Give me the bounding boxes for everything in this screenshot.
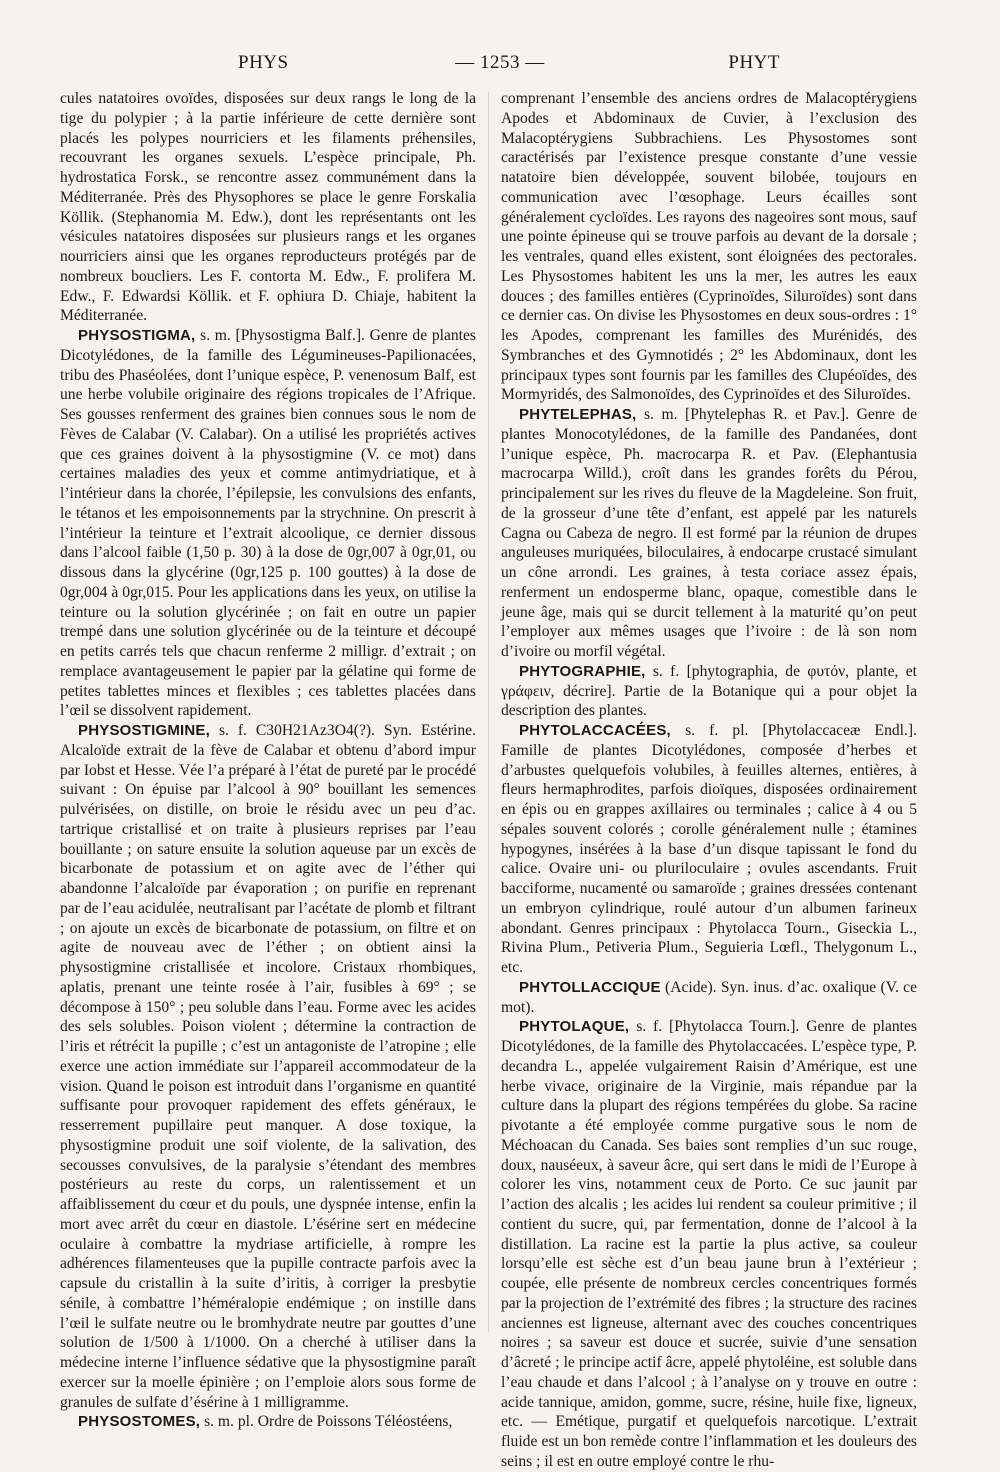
entry-headword: PHYTELEPHAS, xyxy=(519,406,637,423)
entry-text: s. m. [Physostigma Balf.]. Genre de plantes Dicotylédones, de la famille des Légumineuses-Papilionacées, tribu des Phaséolées, dont l’unique espèce, P. venenosum Balf, est une herbe volubile originaire des régions tropicales de l’Afrique. Ses gousses renferment des graines bien connues sous le nom de Fèves de Calabar (V. Calabar). On a utilisé les propriétés actives que ces graines doivent à la physostigmine (V. ce mot) dans certaines maladies des yeux et comme antimydriatique, et à l’intérieur dans la chorée, l’épilepsie, les convulsions des enfants, le tétanos et les empoisonnements par la strychnine. On prescrit à l’intérieur la teinture et l’extrait alcoolique, ce dernier dissous dans l’alcool faible (1,50 p. 30) à la dose de 0gr,007 à 0gr,01, ou dissous dans la glycérine (0gr,125 p. 100 gouttes) à la dose de 0gr,004 à 0gr,015. Pour les applications dans les yeux, on utilise la teinture ou la solution glycérinée ; on fait en outre un papier trempé dans une solution glycérinée ou de la teinture et découpé en petits carrés tels que chacun renferme 2 milligr. d’extrait ; on remplace avantageusement le papier par la gélatine qui forme de petites tablettes minces et flexibles ; ces tablettes placées dans l’œil se dissolvent rapidement. xyxy=(60,327,477,720)
entry-headword: PHYSOSTIGMA, xyxy=(78,327,196,344)
entry-headword: PHYTOLACCACÉES, xyxy=(519,722,671,739)
page-number: — 1253 — xyxy=(455,52,545,73)
entry-continuation xyxy=(60,89,476,326)
entry-text: s. f. [Phytolacca Tourn.]. Genre de plantes Dicotylédones, de la famille des Phytolaccacées. L’espèce type, P. decandra L., appelée vulgairement Raisin d’Amérique, est une herbe vivace, originaire de la Virginie, mais répandue par la culture dans la plupart des régions tempérées du globe. Sa racine pivotante a été employée comme purgative sous le nom de Méchoacan du Canada. Ses baies sont remplies d’un suc rouge, doux, nauséeux, à saveur âcre, qui sert dans le midi de l’Europe à colorer les vins, notamment ceux de Porto. Ce suc jaunit par l’action des alcalis ; les acides lui rendent sa couleur primitive ; il contient du sucre, qui, par fermentation, donne de l’alcool à la distillation. La racine est la partie la plus active, sa couleur lorsqu’elle est sèche est d’un beau jaune brun à l’extérieur ; coupée, elle présente de nombreux cercles concentriques formés par la projection de l’extrémité des fibres ; la structure des racines anciennes est ligneuse, alternant avec des couches concentriques noires ; sa saveur est douce et sucrée, suivie d’une sensation d’âcreté ; le principe actif âcre, appelé phytoléine, est soluble dans l’eau chaude et dans l’alcool ; à l’analyse on y trouve en outre : acide tannique, amidon, gomme, sucre, résine, huile fixe, ligneux, etc. — Emétique, purgatif et quelquefois narcotique. L’extrait fluide est un bon remède contre l’inflammation et les douleurs des seins ; il est en outre employé contre le rhu- xyxy=(501,1018,917,1470)
dictionary-entry xyxy=(60,326,476,721)
dictionary-entry xyxy=(60,1412,476,1432)
running-head-right: PHYT xyxy=(728,52,780,73)
right-column xyxy=(501,89,917,1472)
entry-text: s. f. C30H21Az3O4(?). Syn. Estérine. Alcaloïde extrait de la fève de Calabar et obtenu d’abord impur par Iobst et Hesse. Vée l’a préparé à l’état de pureté par le procédé suivant : On épuise par l’alcool à 90° bouillant les semences pulvérisées, on distille, on broie le résidu avec un peu d’ac. tartrique cristallisé et on traite à plusieurs reprises par l’eau bouillante ; on sature ensuite la solution aqueuse par un excès de bicarbonate de potassium et on agite avec de l’éther qui abandonne l’alcaloïde par évaporation ; on purifie en reprenant par de l’eau acidulée, neutralisant par l’acétate de plomb et filtrant ; on ajoute un excès de bicarbonate de potassium, on filtre et on agite de nouveau avec de l’éther ; on obtient ainsi la physostigmine cristallisée et incolore. Cristaux rhombiques, aplatis, prenant une teinte rosée à l’air, fusibles à 69° ; se décompose à 150° ; peu soluble dans l’eau. Forme avec les acides des sels solubles. Poison violent ; détermine la contraction de l’iris et rétrécit la pupille ; c’est un antagoniste de l’atropine ; elle exerce une action immédiate sur l’appareil accommodateur de la vision. Quand le poison est introduit dans l’organisme en quantité suffisante pour provoquer rapidement des effets généraux, le resserrement pupillaire peut manquer. A dose toxique, la physostigmine produit une soif violente, de la salivation, des secousses convulsives, de la paralysie s’étendant des membres postérieurs au reste du corps, un ralentissement et un affaiblissement du cœur et du pouls, une dyspnée intense, enfin la mort avec arrêt du cœur en diastole. L’ésérine sert en médecine oculaire à combattre la mydriase artificielle, à rompre les adhérences filamenteuses que la pupille contracte parfois avec la capsule du cristallin à la suite d’iritis, à corriger la presbytie sénile, à combattre l’héméralopie endémique ; on instille dans l’œil le sulfate neutre ou le bromhydrate neutre par gouttes d’une solution de 1/500 à 1/1000. On a cherché à utiliser dans la médecine interne l’influence sédative que la physostigmine paraît exercer sur la moelle épinière ; on l’emploie alors sous forme de granules de sulfate d’ésérine à 1 milligramme. xyxy=(60,722,476,1411)
left-column xyxy=(60,89,476,1432)
entry-continuation xyxy=(501,89,917,405)
dictionary-entry xyxy=(501,978,917,1018)
entry-text: s. m. pl. Ordre de Poissons Téléostéens, xyxy=(204,1413,453,1431)
entry-text: cules natatoires ovoïdes, disposées sur deux rangs le long de la tige du polypier ; à la partie inférieure de cette dernière sont placés les polypes nourriciers et les filaments préhensiles, recouvrant les organes sexuels. L’espèce principale, Ph. hydrostatica Forsk., se rencontre assez communément dans la Méditerranée. Près des Physophores se place le genre Forskalia Köllik. (Stephanomia M. Edw.), dont les représentants ont les vésicules natatoires disposées sur plusieurs rangs et les organes nourriciers ainsi que les organes reproducteurs protégés par de nombreux boucliers. Les F. contorta M. Edw., F. prolifera M. Edw., F. Edwardsi Köllik. et F. ophiura D. Chiaje, habitent la Méditerranée. xyxy=(60,90,476,325)
column-divider xyxy=(488,92,489,1332)
entry-text: s. f. [phytographia, de φυτόν, plante, et γράφειν, décrire]. Partie de la Botanique qui a pour objet la description des plantes. xyxy=(501,662,917,720)
entry-headword: PHYTOGRAPHIE, xyxy=(519,662,646,680)
running-head-left: PHYS xyxy=(238,52,289,73)
dictionary-entry xyxy=(501,662,917,721)
entry-text: (Acide). Syn. inus. d’ac. oxalique (V. ce mot). xyxy=(501,978,918,1016)
entry-headword: PHYSOSTIGMINE, xyxy=(78,722,210,739)
entry-text: s. f. pl. [Phytolaccaceæ Endl.]. Famille de plantes Dicotylédones, composée d’herbes et d’arbustes quelquefois volubiles, à feuilles alternes, entières, à fleurs hermaphrodites, parfois dioïques, disposées ordinairement en épis ou en grappes axillaires ou terminales ; calice à 4 ou 5 sépales souvent colorés ; corolle généralement nulle ; étamines hypogynes, insérées à la base d’un disque tapissant le fond du calice. Ovaire uni- ou pluriloculaire ; ovules ascendants. Fruit bacciforme, nucamenté ou samaroïde ; graines dressées contenant un embryon cylindrique, roulé autour d’un albumen farineux abondant. Genres principaux : Phytolacca Tourn., Giseckia L., Rivina Plum., Petiveria Plum., Seguieria Lœfl., Thelygonum L., etc. xyxy=(501,722,917,976)
entry-headword: PHYTOLLACCIQUE xyxy=(519,978,661,996)
entry-text: comprenant l’ensemble des anciens ordres de Malacoptérygiens Apodes et Abdominaux de Cuvier, à l’exclusion des Malacoptérygiens Subbrachiens. Les Physostomes sont caractérisés par l’existence presque constante d’une vessie natatoire bien développée, souvent bilobée, toujours en communication avec l’œsophage. Leurs écailles sont généralement cycloïdes. Les rayons des nageoires sont mous, sauf une pointe épineuse qui se trouve parfois au devant de la dorsale ; les ventrales, quand elles existent, sont éloignées des pectorales. Les Physostomes habitent les uns la mer, les autres les eaux douces ; des familles entières (Cyprinoïdes, Siluroïdes) sont dans ce dernier cas. On divise les Physostomes en deux sous-ordres : 1° les Apodes, comprenant les familles des Murénidés, des Symbranches et des Gymnotidés ; 2° les Abdominaux, dont les principaux types sont fournis par les familles des Clupéoïdes, des Mormyridés, des Salmonoïdes, des Cyprinoïdes et des Siluroïdes. xyxy=(501,90,917,404)
entry-text: s. m. [Phytelephas R. et Pav.]. Genre de plantes Monocotylédones, de la famille des Pandanées, dont l’unique espèce, Ph. macrocarpa R. et Pav. (Elephantusia macrocarpa Willd.), croît dans les grandes forêts du Pérou, principalement sur les rives du fleuve de la Magdeleine. Son fruit, de la grosseur d’une tête d’enfant, est appelé par les naturels Cagna ou Cabeza de negro. Il est formé par la réunion de drupes anguleuses muriquées, biloculaires, à endocarpe crustacé simulant un cône arrondi. Les graines, à testa coriace assez épais, renferment un endosperme blanc, opaque, comestible dans le jeune âge, mais qui se durcit tellement à la maturité qu’on peut l’employer aux mêmes usages que l’ivoire : de là son nom d’ivoire ou morfil végétal. xyxy=(501,406,917,660)
dictionary-entry xyxy=(501,1017,917,1471)
entry-headword: PHYSOSTOMES, xyxy=(78,1413,201,1431)
dictionary-entry xyxy=(60,721,476,1412)
dictionary-entry xyxy=(501,405,917,662)
page-header xyxy=(60,52,940,82)
entry-headword: PHYTOLAQUE, xyxy=(519,1018,630,1036)
dictionary-entry xyxy=(501,721,917,978)
